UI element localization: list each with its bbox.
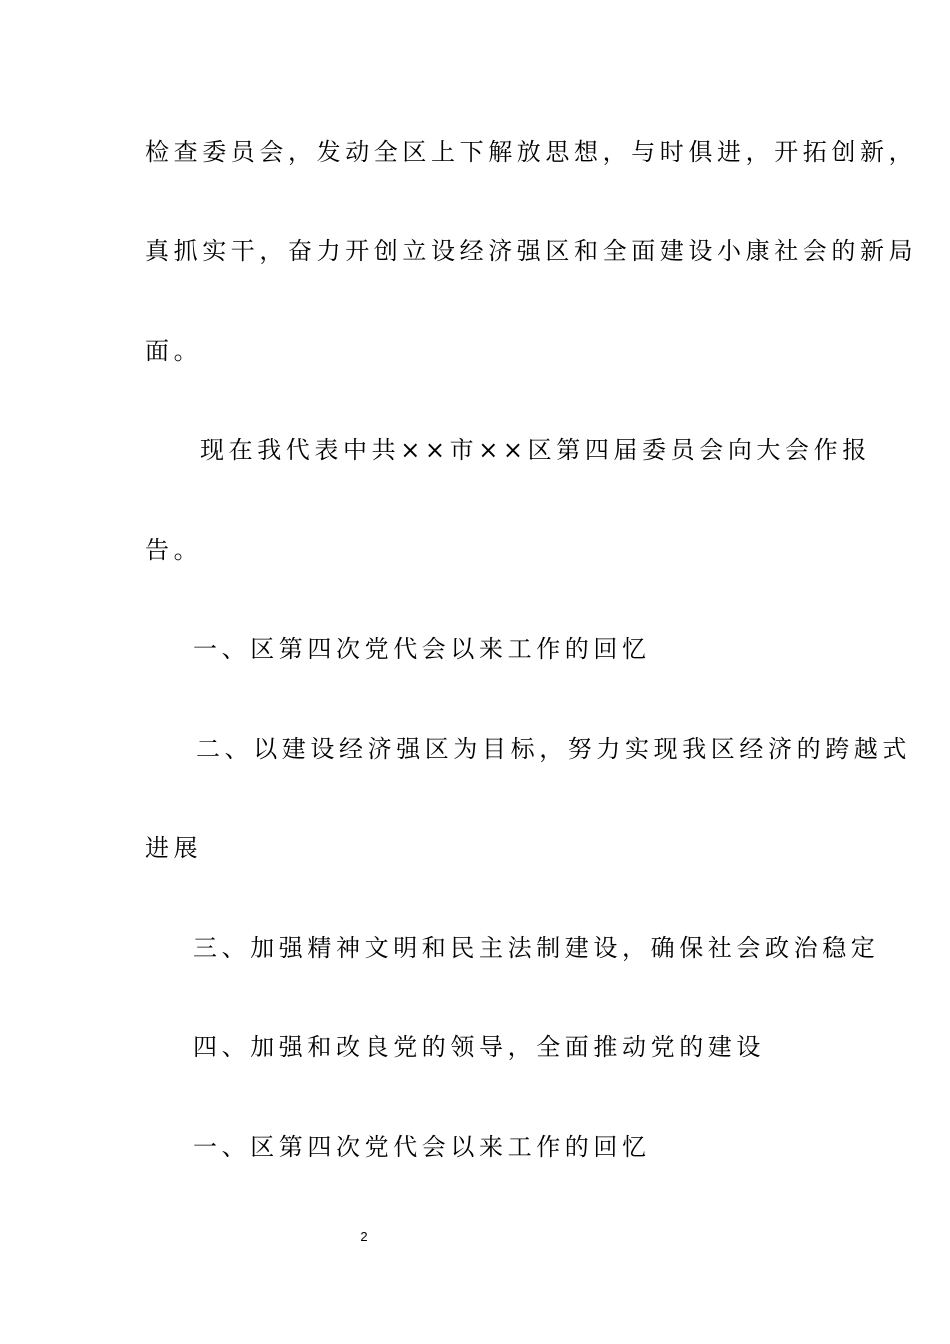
text-line-5: 告。 [145, 536, 203, 564]
text-line-8: 进展 [145, 834, 203, 862]
text-line-2: 真抓实干，奋力开创立设经济强区和全面建设小康社会的新局 [145, 237, 918, 265]
text-line-4: 现在我代表中共××市××区第四届委员会向大会作报 [200, 436, 871, 464]
heading-4: 四、加强和改良党的领导，全面推动党的建设 [193, 1033, 765, 1061]
heading-1-repeat: 一、区第四次党代会以来工作的回忆 [193, 1133, 651, 1161]
heading-1: 一、区第四次党代会以来工作的回忆 [193, 635, 651, 663]
text-line-3: 面。 [145, 337, 203, 365]
text-line-1: 检查委员会，发动全区上下解放思想，与时俱进，开拓创新， [145, 138, 918, 166]
page-number: 2 [360, 1229, 368, 1244]
heading-2: 二、以建设经济强区为目标，努力实现我区经济的跨越式 [196, 735, 911, 763]
heading-3: 三、加强精神文明和民主法制建设，确保社会政治稳定 [193, 934, 880, 962]
